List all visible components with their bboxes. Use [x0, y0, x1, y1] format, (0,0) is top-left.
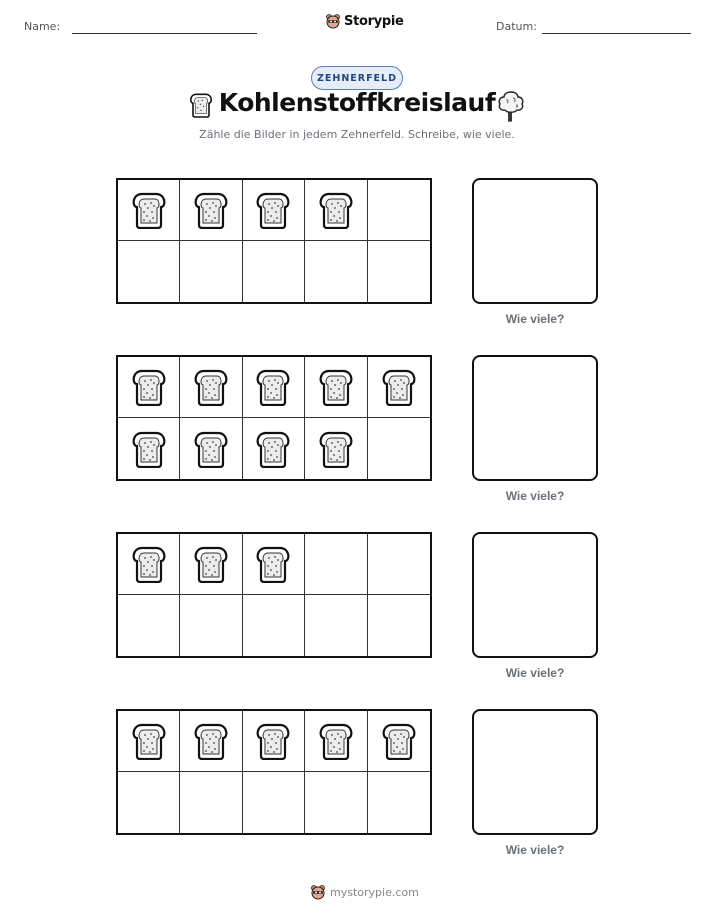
- answer-box[interactable]: [472, 178, 598, 304]
- answer-label: Wie viele?: [505, 489, 565, 503]
- empty-cell: [305, 241, 367, 302]
- filled-cell: [180, 534, 242, 595]
- storypie-mascot-icon: [325, 13, 341, 29]
- bread-toast-icon: [318, 191, 354, 229]
- bread-toast-icon: [131, 430, 167, 468]
- name-label: Name:: [24, 20, 61, 33]
- empty-cell: [368, 241, 430, 302]
- instructions: Zähle die Bilder in jedem Zehnerfeld. Schreibe, wie viele.: [199, 128, 515, 141]
- footer: [310, 884, 419, 900]
- bread-toast-icon: [381, 722, 417, 760]
- worksheet-type-badge: ZEHNERFELD: [311, 66, 403, 90]
- filled-cell: [243, 357, 305, 418]
- filled-cell: [180, 711, 242, 772]
- page-title: Kohlenstoffkreislauf: [218, 88, 496, 117]
- bread-toast-icon: [193, 545, 229, 583]
- storypie-mascot-icon: [310, 884, 326, 900]
- filled-cell: [243, 180, 305, 241]
- answer-label: Wie viele?: [505, 666, 565, 680]
- date-label: Datum:: [496, 20, 537, 33]
- empty-cell: [243, 595, 305, 656]
- filled-cell: [305, 180, 367, 241]
- answer-box[interactable]: [472, 532, 598, 658]
- empty-cell: [305, 772, 367, 833]
- filled-cell: [305, 357, 367, 418]
- filled-cell: [368, 357, 430, 418]
- empty-cell: [368, 180, 430, 241]
- bread-toast-icon: [131, 191, 167, 229]
- empty-cell: [180, 241, 242, 302]
- brand-logo: [325, 13, 404, 29]
- empty-cell: [180, 595, 242, 656]
- answer-label: Wie viele?: [505, 843, 565, 857]
- filled-cell: [180, 357, 242, 418]
- filled-cell: [243, 534, 305, 595]
- filled-cell: [305, 711, 367, 772]
- filled-cell: [243, 711, 305, 772]
- date-line[interactable]: [542, 33, 691, 34]
- filled-cell: [305, 418, 367, 479]
- bread-toast-icon: [193, 191, 229, 229]
- empty-cell: [180, 772, 242, 833]
- empty-cell: [118, 241, 180, 302]
- filled-cell: [180, 180, 242, 241]
- filled-cell: [118, 418, 180, 479]
- bread-toast-icon: [255, 368, 291, 406]
- answer-box[interactable]: [472, 709, 598, 835]
- bread-toast-icon: [255, 191, 291, 229]
- ten-frame: [116, 355, 432, 481]
- filled-cell: [368, 711, 430, 772]
- filled-cell: [118, 711, 180, 772]
- filled-cell: [243, 418, 305, 479]
- name-line[interactable]: [72, 33, 257, 34]
- empty-cell: [368, 772, 430, 833]
- empty-cell: [118, 595, 180, 656]
- bread-toast-icon: [193, 430, 229, 468]
- answer-label: Wie viele?: [505, 312, 565, 326]
- empty-cell: [368, 534, 430, 595]
- empty-cell: [305, 534, 367, 595]
- empty-cell: [243, 772, 305, 833]
- empty-cell: [243, 241, 305, 302]
- bread-toast-icon: [318, 430, 354, 468]
- bread-toast-icon: [318, 722, 354, 760]
- brand-name: Storypie: [344, 13, 404, 29]
- empty-cell: [368, 418, 430, 479]
- empty-cell: [118, 772, 180, 833]
- bread-toast-icon: [255, 545, 291, 583]
- bread-toast-icon: [131, 545, 167, 583]
- answer-box[interactable]: [472, 355, 598, 481]
- bread-toast-icon: [381, 368, 417, 406]
- empty-cell: [368, 595, 430, 656]
- ten-frame: [116, 532, 432, 658]
- ten-frame: [116, 709, 432, 835]
- bread-toast-icon: [131, 722, 167, 760]
- tree-icon: [497, 90, 525, 122]
- ten-frame: [116, 178, 432, 304]
- bread-toast-icon: [131, 368, 167, 406]
- bread-toast-icon: [255, 430, 291, 468]
- bread-toast-icon: [193, 368, 229, 406]
- filled-cell: [180, 418, 242, 479]
- bread-toast-icon: [318, 368, 354, 406]
- filled-cell: [118, 180, 180, 241]
- bread-toast-icon: [255, 722, 291, 760]
- filled-cell: [118, 534, 180, 595]
- bread-toast-icon: [193, 722, 229, 760]
- empty-cell: [305, 595, 367, 656]
- footer-url: mystorypie.com: [330, 885, 419, 899]
- filled-cell: [118, 357, 180, 418]
